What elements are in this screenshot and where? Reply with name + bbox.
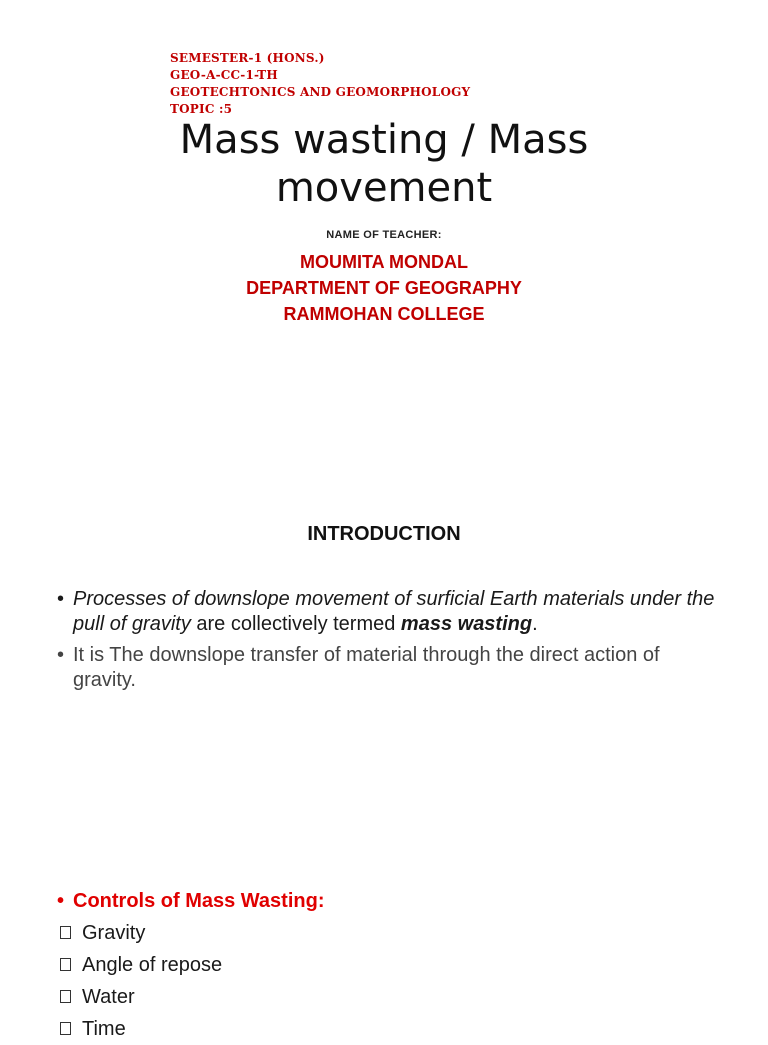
introduction-bullets [57,587,727,699]
course-code: GEO-A-CC-1-TH [170,68,278,82]
course-name: GEOTECHTONICS AND GEOMORPHOLOGY [170,85,471,99]
control-item-time [57,1013,727,1045]
checkbox-glyph-icon [60,958,71,971]
intro-bullet-1 [57,587,727,637]
intro-bullet-1-term: mass wasting [400,613,533,635]
teacher-college: RAMMOHAN COLLEGE [283,304,485,324]
title-line-2: movement [275,165,493,211]
page-title [0,116,768,212]
teacher-department: DEPARTMENT OF GEOGRAPHY [246,278,522,298]
checkbox-glyph-icon [60,990,71,1003]
control-item-gravity [57,917,727,949]
control-item-water [57,981,727,1013]
teacher-label: NAME OF TEACHER: [326,229,442,241]
intro-bullet-2-text: It is The downslope transfer of material through the direct action of gravity. [73,644,660,691]
control-item-angle-of-repose [57,949,727,981]
course-meta [170,50,470,118]
controls-heading [57,885,727,917]
bullet-dot: • [57,588,65,610]
intro-bullet-2 [57,643,727,693]
topic-label: TOPIC :5 [170,102,233,116]
controls-heading-text: Controls of Mass Wasting: [73,890,325,912]
control-item-label: Time [82,1018,126,1040]
intro-bullet-1-end: . [532,613,538,635]
control-item-label: Angle of repose [82,954,223,976]
semester-label: SEMESTER-1 (HONS.) [170,51,325,65]
bullet-dot: • [57,890,65,912]
bullet-dot: • [57,644,65,666]
introduction-heading: INTRODUCTION [307,523,461,545]
intro-bullet-1-normal: are collectively termed [190,613,401,635]
checkbox-glyph-icon [60,926,71,939]
title-line-1: Mass wasting / Mass [179,117,589,163]
control-item-label: Water [82,986,135,1008]
controls-section [57,885,727,1045]
teacher-info [0,249,768,327]
teacher-name: MOUMITA MONDAL [300,252,468,272]
intro-bullet-1-italic: Processes of downslope movement of surficial Earth materials under the pull of gravity [73,588,715,635]
control-item-label: Gravity [82,922,146,944]
